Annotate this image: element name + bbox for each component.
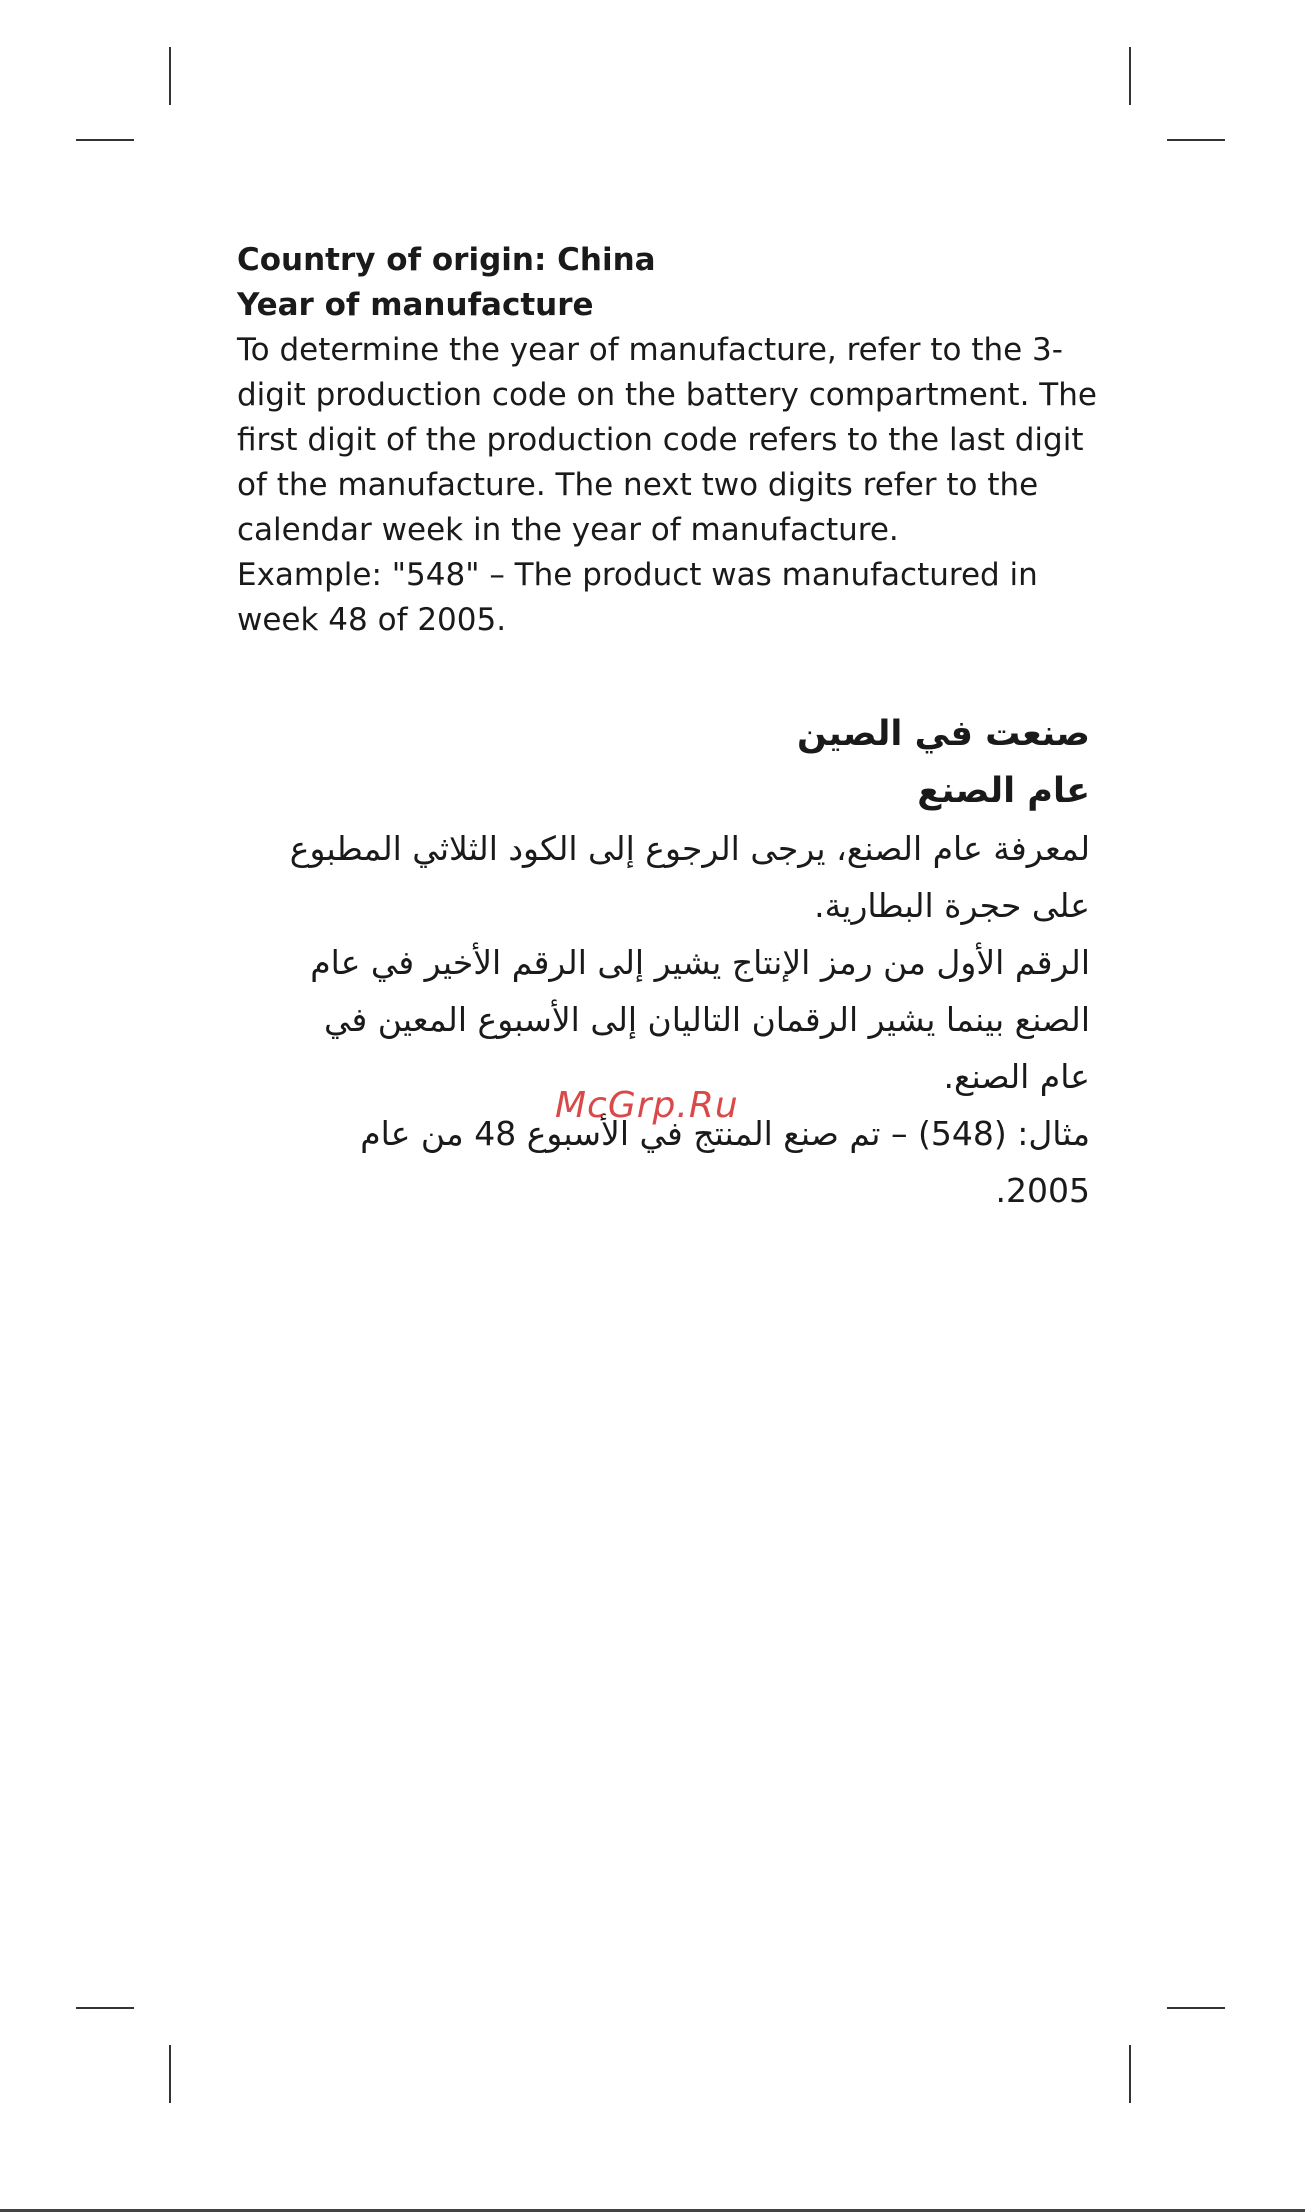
arabic-example: مثال: (548) – تم صنع المنتج في الأسبوع 48 من عام 2005. (360, 1114, 1090, 1210)
year-explanation-paragraph: To determine the year of manufacture, refer to the 3-digit production code on the battery compartment. The first digit of the production code refers to the last digit of the manufacture. The next two digits refer to the calendar week in the year of manufacture. (237, 332, 1097, 548)
crop-mark-top-right-horizontal (1167, 139, 1225, 141)
year-example: Example: "548" – The product was manufactured in week 48 of 2005. (237, 557, 1038, 638)
origin-heading: Country of origin: China (237, 242, 656, 278)
crop-mark-bottom-left-vertical (169, 2045, 171, 2103)
crop-mark-top-left-horizontal (76, 139, 134, 141)
crop-mark-bottom-right-vertical (1129, 2045, 1131, 2103)
arabic-paragraph-2: الرقم الأول من رمز الإنتاج يشير إلى الرقم الأخير في عام الصنع بينما يشير الرقمان التاليان إلى الأسبوع المعين في عام الصنع. (310, 943, 1090, 1096)
crop-mark-top-left-vertical (169, 47, 171, 105)
crop-mark-top-right-vertical (1129, 47, 1131, 105)
arabic-paragraph-1: لمعرفة عام الصنع، يرجى الرجوع إلى الكود الثلاثي المطبوع على حجرة البطارية. (289, 829, 1090, 925)
crop-mark-bottom-right-horizontal (1167, 2007, 1225, 2009)
watermark-text: McGrp.Ru (555, 1085, 739, 1126)
arabic-origin-heading: صنعت في الصين (796, 714, 1090, 754)
year-heading: Year of manufacture (237, 287, 594, 323)
english-section (237, 238, 1097, 643)
arabic-year-heading: عام الصنع (917, 771, 1090, 811)
crop-mark-bottom-left-horizontal (76, 2007, 134, 2009)
arabic-section (280, 706, 1090, 1219)
